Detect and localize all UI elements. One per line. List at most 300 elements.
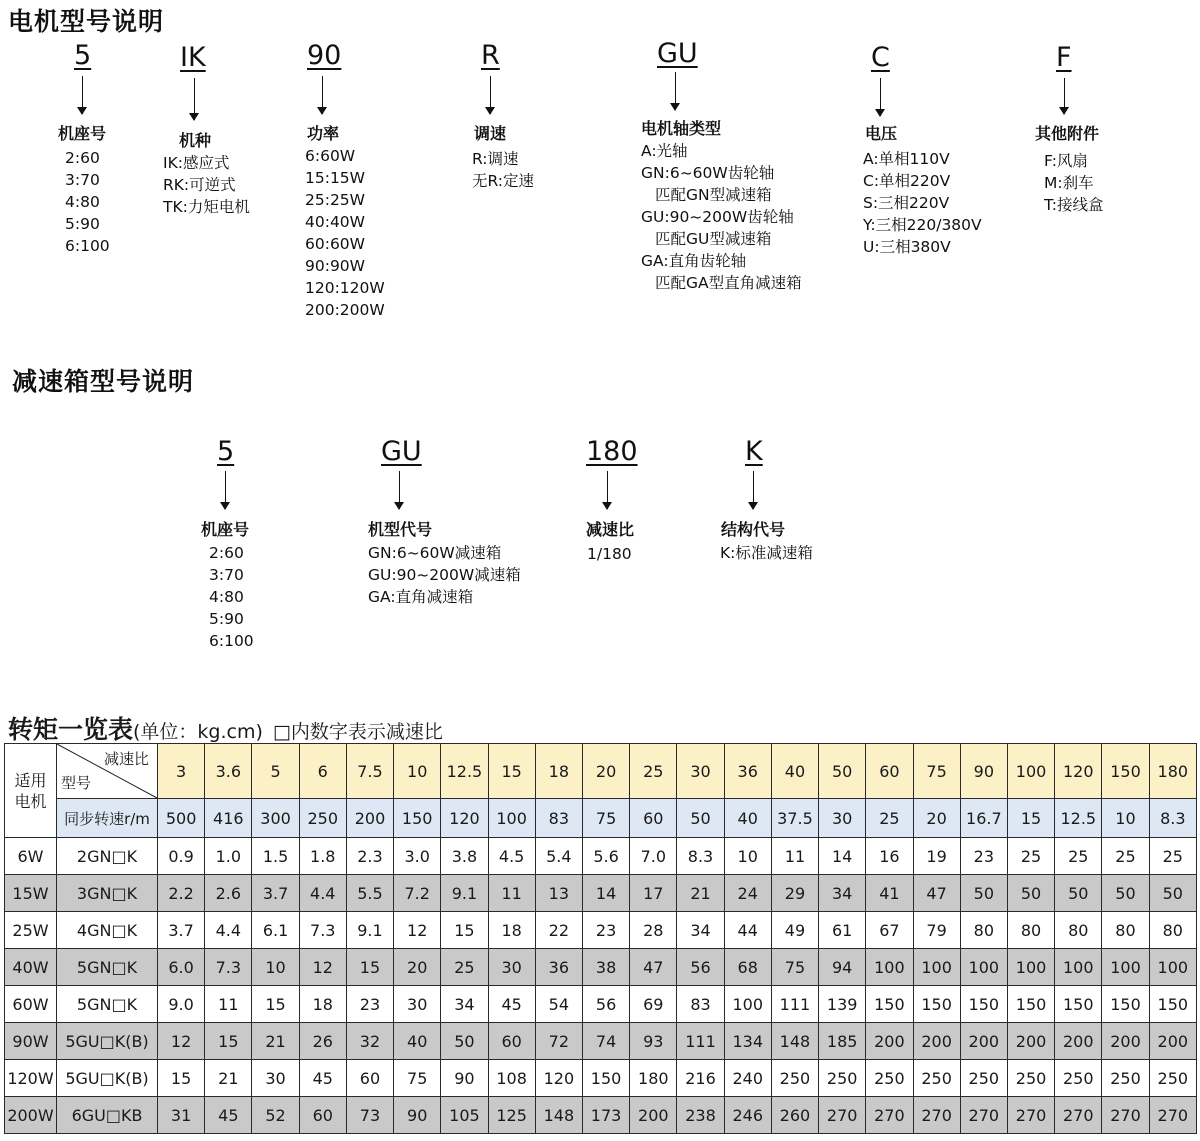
torque-value-cell: 100: [960, 949, 1007, 986]
torque-value-cell: 83: [677, 986, 724, 1023]
motor-power-cell: 90W: [5, 1023, 57, 1060]
torque-value-cell: 270: [913, 1097, 960, 1134]
torque-value-cell: 50: [441, 1023, 488, 1060]
torque-value-cell: 12: [394, 912, 441, 949]
arrow-icon: [225, 471, 226, 509]
list-item: TK:力矩电机: [163, 198, 250, 216]
list-item: 25:25W: [305, 191, 365, 209]
torque-value-cell: 30: [252, 1060, 299, 1097]
list-item: 2:60: [209, 544, 244, 562]
ratio-cell: 60: [866, 744, 913, 799]
torque-value-cell: 23: [960, 838, 1007, 875]
torque-value-cell: 54: [535, 986, 582, 1023]
table-row: [5, 875, 1197, 912]
ratio-cell: 7.5: [346, 744, 393, 799]
speed-cell: 8.3: [1149, 799, 1196, 838]
list-item: R:调速: [472, 150, 519, 168]
motor-power-cell: 40W: [5, 949, 57, 986]
torque-value-cell: 80: [1055, 912, 1102, 949]
torque-value-cell: 3.7: [252, 875, 299, 912]
ratio-header: 减速比: [103, 750, 149, 768]
ratio-cell: 75: [913, 744, 960, 799]
torque-value-cell: 2.3: [346, 838, 393, 875]
torque-value-cell: 34: [441, 986, 488, 1023]
torque-value-cell: 246: [724, 1097, 771, 1134]
motor-list-frame: [65, 147, 110, 257]
torque-value-cell: 270: [866, 1097, 913, 1134]
gearbox-model-cell: 5GU□K(B): [57, 1060, 158, 1097]
torque-value-cell: 250: [1007, 1060, 1054, 1097]
arrow-icon: [399, 471, 400, 509]
torque-value-cell: 120: [535, 1060, 582, 1097]
torque-value-cell: 148: [771, 1023, 818, 1060]
list-item: Y:三相220/380V: [863, 216, 982, 234]
list-item: A:单相110V: [863, 150, 950, 168]
gearbox-code-model: GU: [381, 436, 422, 467]
list-item: 6:100: [209, 632, 254, 650]
gearbox-label-structure: 结构代号: [721, 520, 786, 539]
torque-value-cell: 34: [677, 912, 724, 949]
torque-value-cell: 9.1: [346, 912, 393, 949]
ratio-cell: 3.6: [205, 744, 252, 799]
list-item: GA:直角减速箱: [368, 588, 474, 606]
torque-value-cell: 45: [299, 1060, 346, 1097]
torque-value-cell: 150: [582, 1060, 629, 1097]
torque-value-cell: 15: [252, 986, 299, 1023]
gearbox-label-ratio: 减速比: [586, 520, 635, 539]
torque-value-cell: 100: [724, 986, 771, 1023]
torque-value-cell: 250: [1102, 1060, 1149, 1097]
list-item: 200:200W: [305, 301, 385, 319]
torque-title: 转矩一览表: [8, 715, 134, 744]
motor-code-power: 90: [307, 40, 342, 71]
torque-value-cell: 90: [441, 1060, 488, 1097]
list-item: 匹配GU型减速箱: [655, 230, 772, 248]
torque-value-cell: 150: [866, 986, 913, 1023]
torque-value-cell: 36: [535, 949, 582, 986]
ratio-cell: 50: [819, 744, 866, 799]
list-item: IK:感应式: [163, 154, 230, 172]
torque-value-cell: 3.7: [158, 912, 205, 949]
torque-value-cell: 47: [913, 875, 960, 912]
torque-value-cell: 200: [1102, 1023, 1149, 1060]
arrow-icon: [675, 72, 676, 110]
torque-value-cell: 72: [535, 1023, 582, 1060]
torque-value-cell: 79: [913, 912, 960, 949]
torque-value-cell: 23: [346, 986, 393, 1023]
motor-label-type: 机种: [179, 131, 212, 150]
torque-value-cell: 14: [819, 838, 866, 875]
motor-list-type: [163, 152, 250, 218]
torque-value-cell: 111: [677, 1023, 724, 1060]
torque-value-cell: 45: [205, 1097, 252, 1134]
list-item: U:三相380V: [863, 238, 951, 256]
torque-value-cell: 100: [913, 949, 960, 986]
torque-value-cell: 15: [441, 912, 488, 949]
ratio-cell: 100: [1007, 744, 1054, 799]
torque-value-cell: 30: [394, 986, 441, 1023]
list-item: C:单相220V: [863, 172, 951, 190]
torque-value-cell: 270: [1007, 1097, 1054, 1134]
list-item: GA:直角齿轮轴: [641, 252, 747, 270]
torque-value-cell: 100: [1007, 949, 1054, 986]
torque-value-cell: 173: [582, 1097, 629, 1134]
torque-value-cell: 75: [394, 1060, 441, 1097]
torque-value-cell: 20: [394, 949, 441, 986]
torque-value-cell: 21: [252, 1023, 299, 1060]
gearbox-section-title: 减速箱型号说明: [12, 367, 195, 396]
torque-value-cell: 52: [252, 1097, 299, 1134]
torque-value-cell: 216: [677, 1060, 724, 1097]
torque-value-cell: 270: [1055, 1097, 1102, 1134]
table-row: [5, 1097, 1197, 1134]
torque-value-cell: 250: [913, 1060, 960, 1097]
torque-value-cell: 56: [582, 986, 629, 1023]
torque-value-cell: 80: [1102, 912, 1149, 949]
gearbox-list-frame: [209, 542, 254, 652]
gearbox-code-ratio: 180: [586, 436, 638, 467]
gearbox-model-cell: 5GN□K: [57, 986, 158, 1023]
torque-value-cell: 18: [299, 986, 346, 1023]
list-item: S:三相220V: [863, 194, 950, 212]
gearbox-model-cell: 6GU□KB: [57, 1097, 158, 1134]
torque-value-cell: 100: [1102, 949, 1149, 986]
speed-cell: 10: [1102, 799, 1149, 838]
torque-value-cell: 5.4: [535, 838, 582, 875]
speed-cell: 15: [1007, 799, 1054, 838]
gearbox-label-frame: 机座号: [201, 520, 250, 539]
torque-value-cell: 1.5: [252, 838, 299, 875]
motor-list-speed: [472, 148, 534, 192]
list-item: 6:100: [65, 237, 110, 255]
speed-cell: 120: [441, 799, 488, 838]
motor-label-power: 功率: [307, 124, 340, 143]
torque-value-cell: 5.5: [346, 875, 393, 912]
torque-value-cell: 28: [630, 912, 677, 949]
speed-cell: 150: [394, 799, 441, 838]
ratio-cell: 3: [158, 744, 205, 799]
list-item: A:光轴: [641, 142, 688, 160]
list-item: 6:60W: [305, 147, 356, 165]
torque-value-cell: 49: [771, 912, 818, 949]
table-row: [5, 912, 1197, 949]
torque-value-cell: 4.4: [205, 912, 252, 949]
torque-value-cell: 4.5: [488, 838, 535, 875]
torque-value-cell: 150: [1102, 986, 1149, 1023]
torque-value-cell: 14: [582, 875, 629, 912]
torque-value-cell: 150: [1007, 986, 1054, 1023]
torque-value-cell: 100: [866, 949, 913, 986]
torque-value-cell: 80: [960, 912, 1007, 949]
torque-value-cell: 5.6: [582, 838, 629, 875]
gearbox-list-model: [368, 542, 521, 608]
torque-value-cell: 69: [630, 986, 677, 1023]
motor-power-cell: 15W: [5, 875, 57, 912]
torque-value-cell: 250: [1055, 1060, 1102, 1097]
gearbox-list-ratio: [587, 543, 632, 565]
torque-value-cell: 6.1: [252, 912, 299, 949]
list-item: 60:60W: [305, 235, 365, 253]
torque-value-cell: 150: [1055, 986, 1102, 1023]
gearbox-model-cell: 5GU□K(B): [57, 1023, 158, 1060]
torque-value-cell: 75: [771, 949, 818, 986]
torque-value-cell: 238: [677, 1097, 724, 1134]
speed-cell: 30: [819, 799, 866, 838]
torque-value-cell: 7.2: [394, 875, 441, 912]
torque-value-cell: 60: [346, 1060, 393, 1097]
arrow-icon: [880, 78, 881, 116]
speed-cell: 250: [299, 799, 346, 838]
torque-value-cell: 15: [346, 949, 393, 986]
ratio-cell: 180: [1149, 744, 1196, 799]
torque-value-cell: 7.3: [205, 949, 252, 986]
torque-value-cell: 50: [1007, 875, 1054, 912]
torque-value-cell: 270: [1102, 1097, 1149, 1134]
list-item: 3:70: [65, 171, 100, 189]
torque-value-cell: 11: [771, 838, 818, 875]
motor-label-shaft: 电机轴类型: [641, 119, 722, 138]
ratio-cell: 20: [582, 744, 629, 799]
torque-value-cell: 200: [866, 1023, 913, 1060]
motor-label-voltage: 电压: [865, 124, 898, 143]
list-item: GN:6~60W减速箱: [368, 544, 502, 562]
speed-cell: 75: [582, 799, 629, 838]
torque-value-cell: 90: [394, 1097, 441, 1134]
torque-value-cell: 139: [819, 986, 866, 1023]
torque-value-cell: 13: [535, 875, 582, 912]
torque-value-cell: 44: [724, 912, 771, 949]
torque-value-cell: 270: [960, 1097, 1007, 1134]
torque-value-cell: 80: [1007, 912, 1054, 949]
torque-value-cell: 15: [205, 1023, 252, 1060]
speed-cell: 50: [677, 799, 724, 838]
list-item: T:接线盒: [1044, 196, 1104, 214]
table-row: [5, 1023, 1197, 1060]
motor-code-type: IK: [180, 42, 206, 73]
torque-value-cell: 200: [630, 1097, 677, 1134]
motor-list-power: [305, 145, 385, 321]
torque-note: □内数字表示减速比: [272, 721, 443, 743]
arrow-icon: [753, 471, 754, 509]
torque-value-cell: 25: [1102, 838, 1149, 875]
list-item: 匹配GN型减速箱: [655, 186, 772, 204]
torque-table: [4, 743, 1197, 1134]
torque-value-cell: 50: [1102, 875, 1149, 912]
torque-value-cell: 200: [1007, 1023, 1054, 1060]
ratio-row: [5, 744, 1197, 799]
torque-value-cell: 47: [630, 949, 677, 986]
motor-power-cell: 200W: [5, 1097, 57, 1134]
list-item: 40:40W: [305, 213, 365, 231]
torque-value-cell: 45: [488, 986, 535, 1023]
torque-value-cell: 8.3: [677, 838, 724, 875]
speed-cell: 100: [488, 799, 535, 838]
torque-value-cell: 150: [913, 986, 960, 1023]
motor-code-shaft: GU: [657, 38, 698, 69]
torque-value-cell: 200: [913, 1023, 960, 1060]
list-item: RK:可逆式: [163, 176, 236, 194]
torque-value-cell: 41: [866, 875, 913, 912]
table-row: [5, 949, 1197, 986]
torque-value-cell: 250: [1149, 1060, 1196, 1097]
torque-value-cell: 67: [866, 912, 913, 949]
torque-value-cell: 7.3: [299, 912, 346, 949]
torque-value-cell: 250: [819, 1060, 866, 1097]
torque-value-cell: 11: [205, 986, 252, 1023]
torque-value-cell: 25: [1007, 838, 1054, 875]
torque-value-cell: 200: [1055, 1023, 1102, 1060]
motor-list-voltage: [863, 148, 982, 258]
torque-value-cell: 56: [677, 949, 724, 986]
torque-value-cell: 2.6: [205, 875, 252, 912]
torque-value-cell: 23: [582, 912, 629, 949]
torque-value-cell: 50: [960, 875, 1007, 912]
list-item: F:风扇: [1044, 152, 1088, 170]
arrow-icon: [607, 471, 608, 509]
torque-table-heading: [8, 710, 443, 746]
list-item: GU:90~200W齿轮轴: [641, 208, 794, 226]
gearbox-code-frame: 5: [217, 436, 235, 467]
torque-value-cell: 108: [488, 1060, 535, 1097]
torque-value-cell: 105: [441, 1097, 488, 1134]
torque-value-cell: 17: [630, 875, 677, 912]
torque-value-cell: 150: [960, 986, 1007, 1023]
torque-value-cell: 68: [724, 949, 771, 986]
table-row: [5, 838, 1197, 875]
torque-value-cell: 80: [1149, 912, 1196, 949]
motor-list-shaft: [641, 140, 802, 294]
torque-value-cell: 3.0: [394, 838, 441, 875]
torque-value-cell: 40: [394, 1023, 441, 1060]
speed-label: 同步转速r/m: [57, 799, 158, 838]
ratio-cell: 25: [630, 744, 677, 799]
torque-value-cell: 15: [158, 1060, 205, 1097]
motor-code-accessory: F: [1056, 42, 1072, 73]
torque-value-cell: 134: [724, 1023, 771, 1060]
torque-value-cell: 93: [630, 1023, 677, 1060]
motor-power-cell: 120W: [5, 1060, 57, 1097]
ratio-cell: 90: [960, 744, 1007, 799]
torque-value-cell: 4.4: [299, 875, 346, 912]
ratio-cell: 5: [252, 744, 299, 799]
ratio-cell: 40: [771, 744, 818, 799]
torque-value-cell: 30: [488, 949, 535, 986]
torque-value-cell: 9.0: [158, 986, 205, 1023]
torque-value-cell: 38: [582, 949, 629, 986]
torque-value-cell: 26: [299, 1023, 346, 1060]
diagonal-header-cell: [57, 744, 158, 799]
motor-power-cell: 60W: [5, 986, 57, 1023]
list-item: 4:80: [209, 588, 244, 606]
torque-value-cell: 125: [488, 1097, 535, 1134]
torque-value-cell: 3.8: [441, 838, 488, 875]
motor-power-cell: 6W: [5, 838, 57, 875]
torque-value-cell: 250: [960, 1060, 1007, 1097]
list-item: M:刹车: [1044, 174, 1094, 192]
applicable-motor-header: [5, 744, 57, 838]
list-item: 120:120W: [305, 279, 385, 297]
torque-value-cell: 10: [252, 949, 299, 986]
motor-label-accessory: 其他附件: [1035, 124, 1100, 143]
list-item: 2:60: [65, 149, 100, 167]
list-item: 5:90: [65, 215, 100, 233]
torque-value-cell: 240: [724, 1060, 771, 1097]
speed-cell: 416: [205, 799, 252, 838]
ratio-cell: 18: [535, 744, 582, 799]
gearbox-model-cell: 4GN□K: [57, 912, 158, 949]
torque-value-cell: 100: [1149, 949, 1196, 986]
torque-value-cell: 18: [488, 912, 535, 949]
speed-cell: 200: [346, 799, 393, 838]
gearbox-model-cell: 2GN□K: [57, 838, 158, 875]
torque-value-cell: 32: [346, 1023, 393, 1060]
ratio-cell: 150: [1102, 744, 1149, 799]
torque-value-cell: 270: [819, 1097, 866, 1134]
torque-value-cell: 60: [299, 1097, 346, 1134]
motor-list-accessory: [1044, 150, 1104, 216]
torque-value-cell: 16: [866, 838, 913, 875]
torque-value-cell: 50: [1055, 875, 1102, 912]
torque-value-cell: 22: [535, 912, 582, 949]
motor-code-frame: 5: [74, 40, 92, 71]
speed-cell: 60: [630, 799, 677, 838]
motor-power-cell: 25W: [5, 912, 57, 949]
torque-value-cell: 6.0: [158, 949, 205, 986]
motor-code-speed: R: [481, 40, 500, 71]
torque-value-cell: 29: [771, 875, 818, 912]
torque-unit: (单位：kg.cm): [133, 721, 263, 743]
torque-value-cell: 94: [819, 949, 866, 986]
torque-value-cell: 60: [488, 1023, 535, 1060]
ratio-cell: 120: [1055, 744, 1102, 799]
torque-value-cell: 270: [1149, 1097, 1196, 1134]
torque-value-cell: 34: [819, 875, 866, 912]
table-row: [5, 1060, 1197, 1097]
list-item: 3:70: [209, 566, 244, 584]
arrow-icon: [82, 76, 83, 114]
arrow-icon: [322, 76, 323, 114]
torque-value-cell: 200: [960, 1023, 1007, 1060]
list-item: 15:15W: [305, 169, 365, 187]
torque-value-cell: 7.0: [630, 838, 677, 875]
torque-value-cell: 12: [158, 1023, 205, 1060]
motor-code-voltage: C: [871, 42, 890, 73]
arrow-icon: [490, 76, 491, 114]
list-item: 匹配GA型直角减速箱: [655, 274, 802, 292]
gearbox-model-cell: 5GN□K: [57, 949, 158, 986]
list-item: 90:90W: [305, 257, 365, 275]
torque-value-cell: 9.1: [441, 875, 488, 912]
speed-cell: 83: [535, 799, 582, 838]
ratio-cell: 30: [677, 744, 724, 799]
speed-cell: 16.7: [960, 799, 1007, 838]
torque-value-cell: 73: [346, 1097, 393, 1134]
gearbox-model-cell: 3GN□K: [57, 875, 158, 912]
list-item: 无R:定速: [472, 172, 535, 190]
table-row: [5, 986, 1197, 1023]
torque-value-cell: 74: [582, 1023, 629, 1060]
torque-value-cell: 31: [158, 1097, 205, 1134]
speed-cell: 37.5: [771, 799, 818, 838]
gearbox-list-structure: [720, 542, 813, 564]
speed-cell: 25: [866, 799, 913, 838]
list-item: GU:90~200W减速箱: [368, 566, 521, 584]
ratio-cell: 12.5: [441, 744, 488, 799]
speed-cell: 500: [158, 799, 205, 838]
torque-value-cell: 1.8: [299, 838, 346, 875]
list-item: 5:90: [209, 610, 244, 628]
torque-value-cell: 61: [819, 912, 866, 949]
